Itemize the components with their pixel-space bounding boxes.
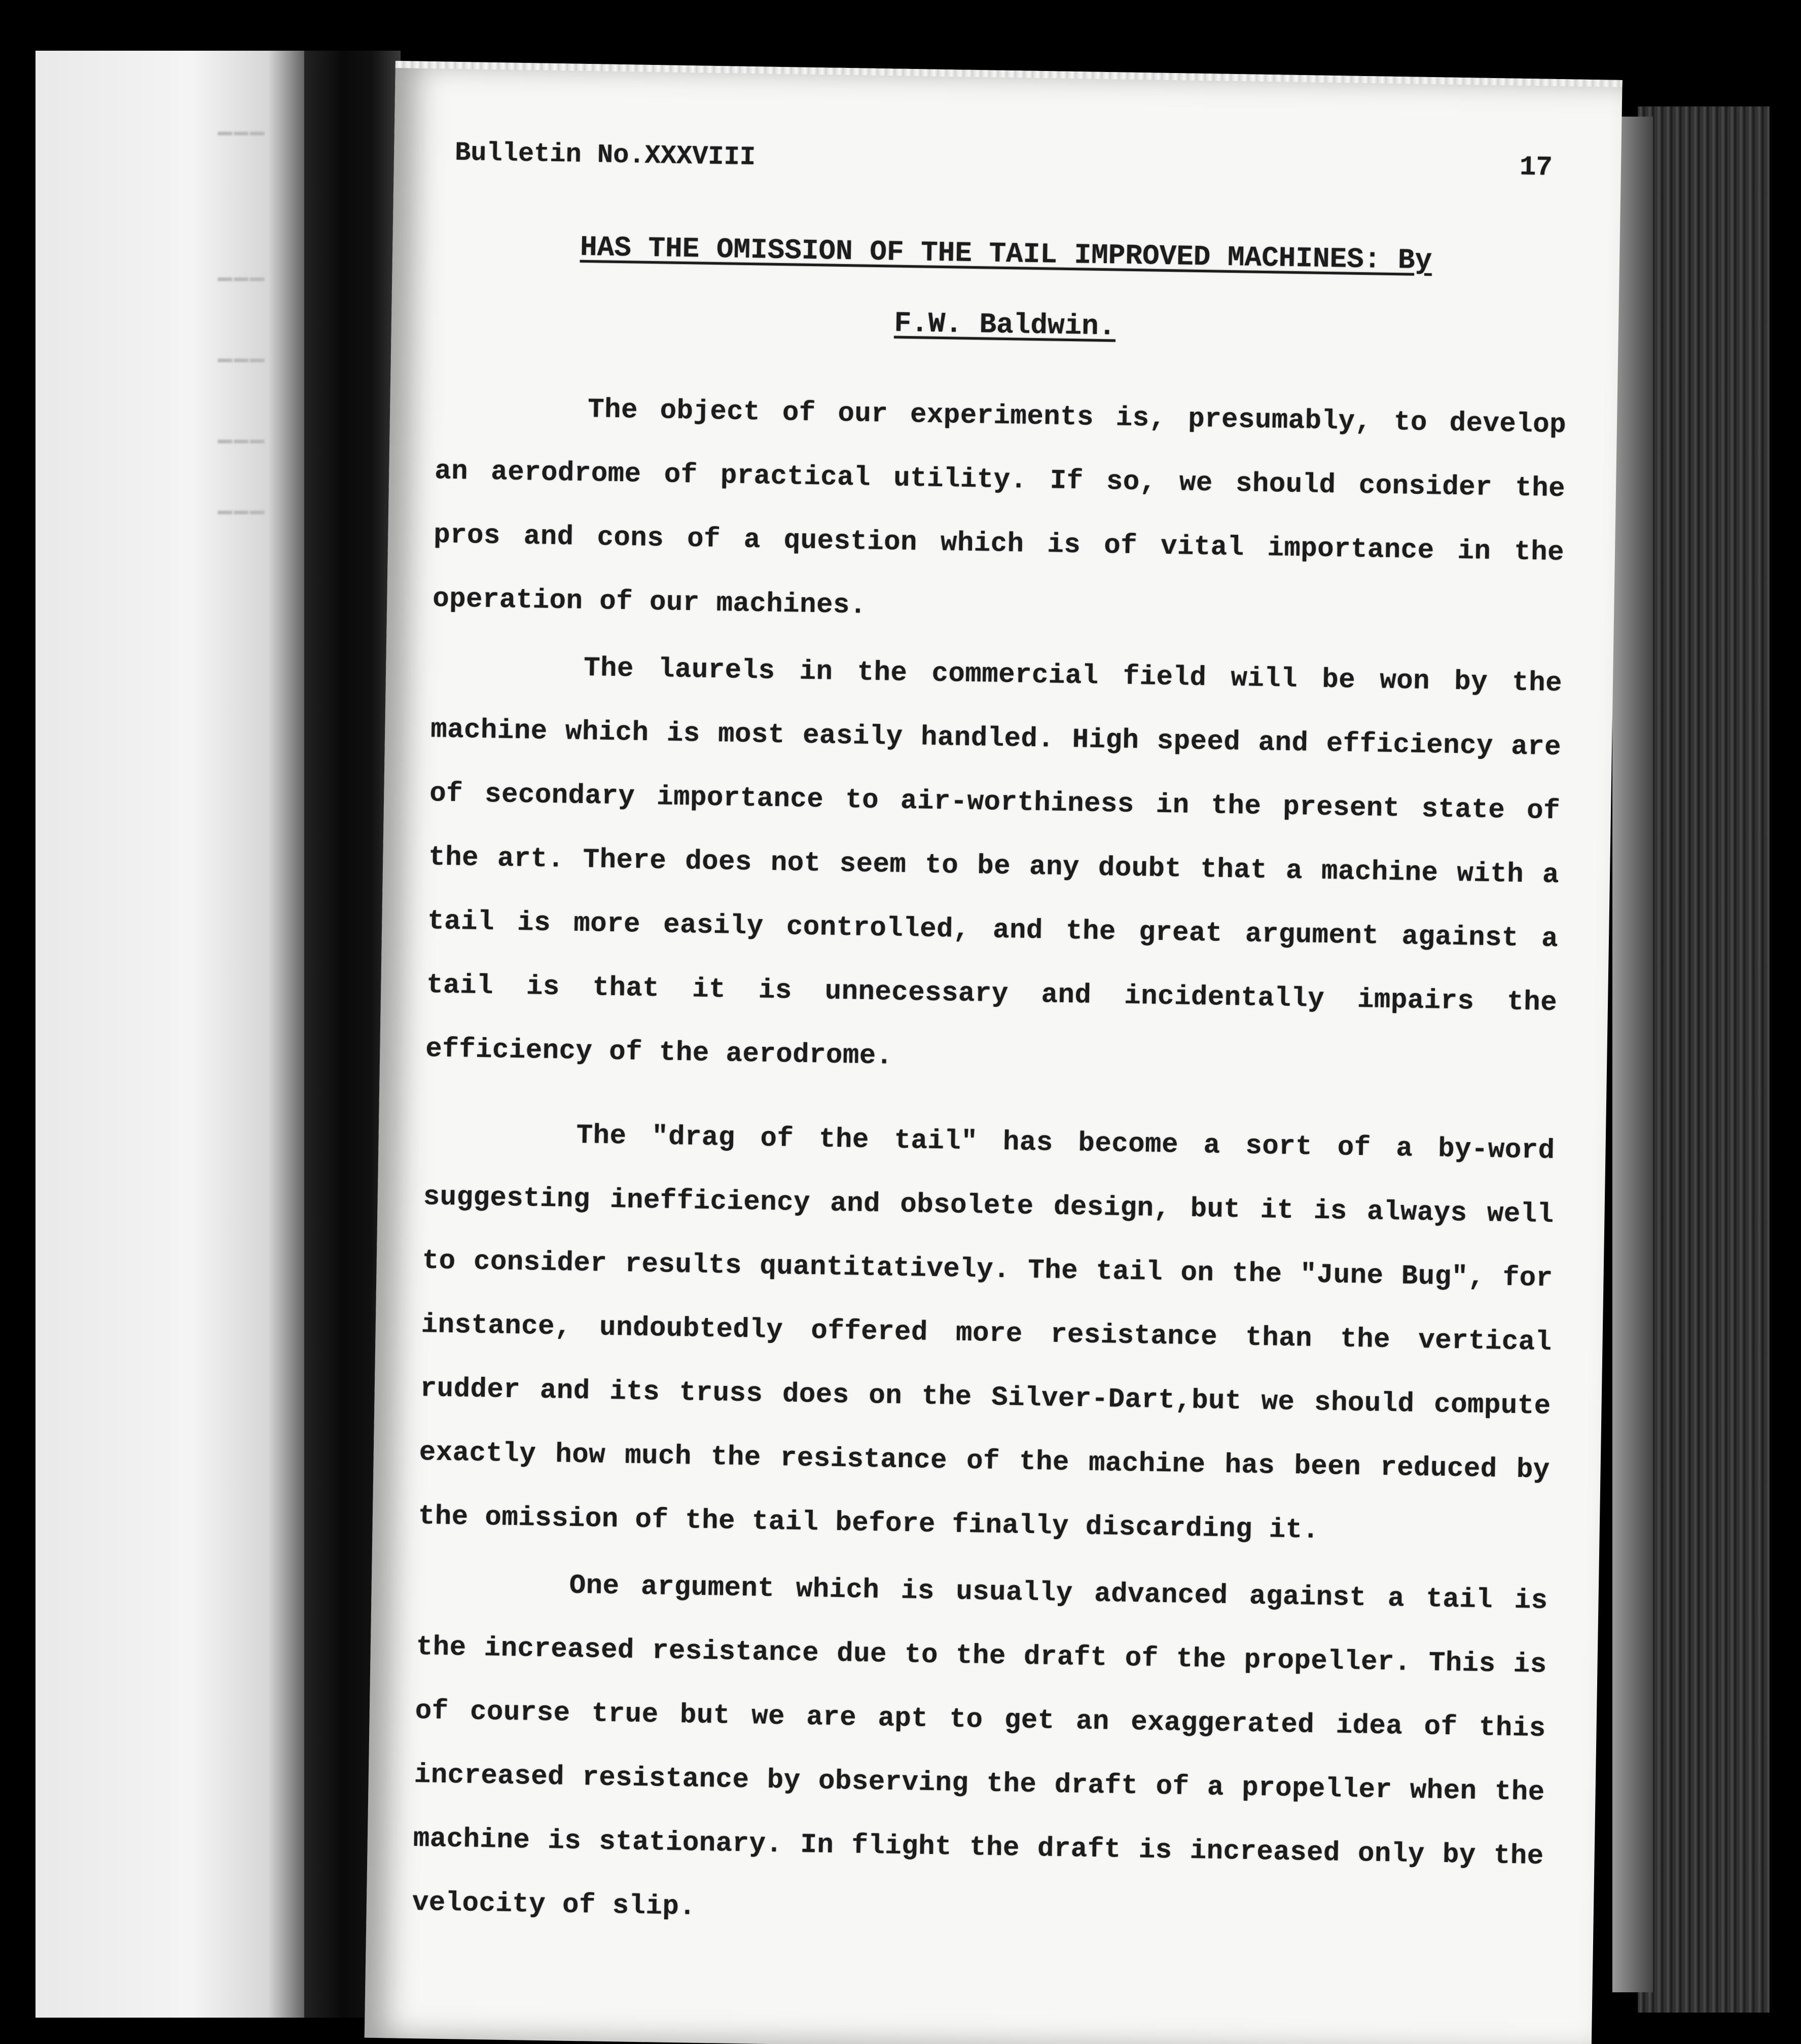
paragraph: One argument which is usually advanced against a tail is the increased resistance due to the draft of the propeller. This is of course true but we are apt to get an exaggerated idea of this increased resistance by observing the draft of a propeller when the machine is stationary. In flight the draft is increased only by the velocity of slip. xyxy=(412,1570,1548,1923)
typed-page xyxy=(365,61,1623,2044)
page-stack-edge xyxy=(1638,106,1770,2013)
bleed-through-mark: ▁▁▁ xyxy=(218,335,267,362)
torn-top-edge xyxy=(395,61,1623,87)
paragraph: The laurels in the commercial field will be won by the machine which is most easily handled. High speed and efficiency are of secondary importance to air-worthiness in the present state of the art. There does not seem to be any doubt that a machine with a tail is more easily controlled, and the great argument against a tail is that it is unnecessary and incidentally impairs the efficiency of the aerodrome. xyxy=(425,652,1563,1072)
article-body xyxy=(412,376,1567,1956)
left-facing-page xyxy=(35,51,319,2018)
page-edge-highlight xyxy=(1612,117,1653,1992)
page-number: 17 xyxy=(1519,152,1553,184)
article-title: HAS THE OMISSION OF THE TAIL IMPROVED MACHINES: By xyxy=(580,231,1432,277)
bleed-through-mark: ▁▁▁ xyxy=(218,487,267,514)
bleed-through-mark: ▔▔▔ xyxy=(218,132,267,159)
article-author: F.W. Baldwin. xyxy=(894,307,1116,343)
bleed-through-mark: ▁▁▁ xyxy=(218,416,267,443)
bulletin-number: Bulletin No.XXXVIII xyxy=(454,137,756,173)
bleed-through-mark: ▁▁▁ xyxy=(218,253,267,281)
paragraph: The "drag of the tail" has become a sort of a by-word suggesting inefficiency and obsolete design, but it is always well to consider results quantitatively. The tail on the "June Bug", for instance, undoubtedly offered more resistance than the vertical rudder and its truss does on the Silver-Dart,but we should compute exactly how much the resistance of the machine has been reduced by the omission of the tail before finally discarding it. xyxy=(418,1120,1555,1546)
paragraph: The object of our experiments is, presumably, to develop an aerodrome of practical utility. If so, we should consider the pros and cons of a question which is of vital importance in the operation of our machines. xyxy=(432,394,1567,622)
